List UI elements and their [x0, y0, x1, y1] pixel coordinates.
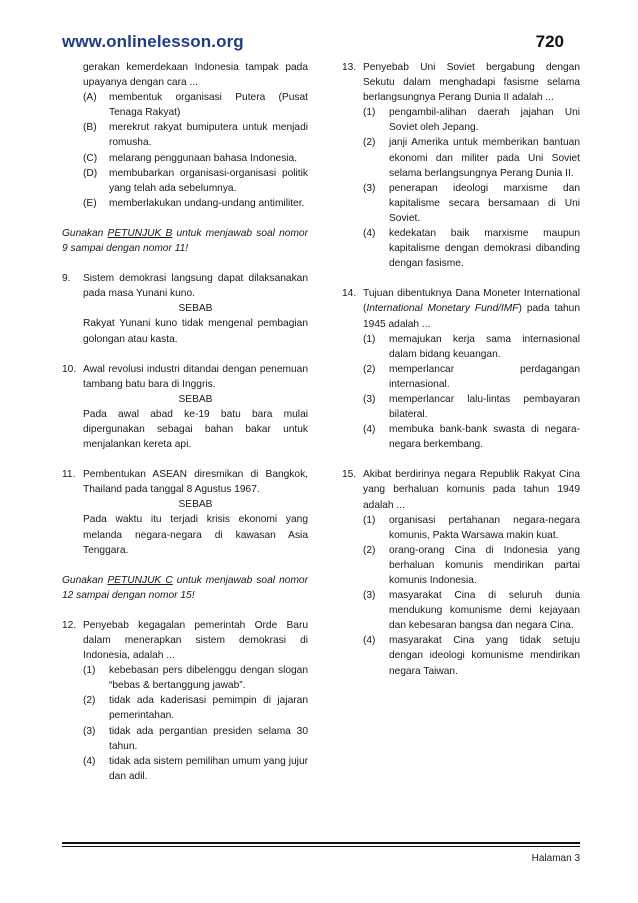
q13-option: [363, 226, 580, 271]
option-label: (3): [363, 590, 376, 602]
question-stem: Penyebab Uni Soviet bergabung dengan Sekutu dalam menghadapi fasisme selama berlangsungnya Perang Dunia II adalah ...: [363, 62, 580, 104]
question-reason: Pada waktu itu terjadi krisis ekonomi yang melanda negara-negara di kawasan Asia Tenggara.: [83, 514, 308, 556]
footer-divider: [62, 842, 580, 844]
q12-option: [83, 693, 308, 723]
question-11: [62, 467, 308, 558]
instruction-keyword: PETUNJUK C: [107, 574, 173, 586]
instruction-text: Gunakan: [62, 227, 108, 239]
option-label: (1): [83, 665, 96, 677]
q8-option: [83, 90, 308, 120]
q14-option: [363, 332, 580, 362]
question-12: [62, 618, 308, 784]
stem-italic: International Monetary Fund/IMF: [366, 303, 519, 315]
option-label: (A): [83, 92, 97, 104]
option-text: memajukan kerja sama internasional dalam bidang keuangan.: [389, 333, 580, 360]
q15-option: [363, 633, 580, 678]
instruction-keyword: PETUNJUK B: [107, 227, 173, 239]
option-text: organisasi pertahanan negara-negara komunis, Pakta Warsawa makin kuat.: [389, 514, 580, 541]
q8-option: [83, 166, 308, 196]
option-text: melarang penggunaan bahasa Indonesia.: [109, 152, 298, 164]
option-text: memperlancar perdagangan internasional.: [389, 363, 580, 390]
option-label: (C): [83, 152, 98, 164]
q8-option: [83, 151, 308, 166]
option-label: (2): [363, 544, 376, 556]
question-statement: Awal revolusi industri ditandai dengan penemuan tambang batu bara di Inggris.: [83, 363, 308, 390]
q12-option: [83, 663, 308, 693]
instruction-text: untuk menjawab soal nomor 9 sampai dengan nomor 11!: [62, 227, 308, 255]
option-label: (2): [363, 137, 376, 149]
exam-page-number: 720: [535, 32, 564, 51]
q8-option: [83, 120, 308, 150]
option-label: (1): [363, 107, 376, 119]
option-label: (E): [83, 197, 97, 209]
sebab-label: SEBAB: [178, 499, 213, 511]
question-15: [342, 467, 580, 678]
question-statement: Pembentukan ASEAN diresmikan di Bangkok, Thailand pada tanggal 8 Agustus 1967.: [83, 469, 308, 496]
option-label: (2): [363, 363, 376, 375]
option-label: (4): [363, 228, 376, 240]
option-text: penerapan ideologi marxisme dan kapitalisme secara bersamaan di Uni Soviet.: [389, 182, 580, 224]
option-text: pengambil-alihan daerah jajahan Uni Soviet oleh Jepang.: [389, 107, 580, 134]
option-label: (B): [83, 122, 97, 134]
sebab-label: SEBAB: [178, 303, 213, 315]
q14-option: [363, 422, 580, 452]
question-number: 15.: [342, 469, 357, 481]
q15-option: [363, 588, 580, 633]
q12-option: [83, 754, 308, 784]
option-text: masyarakat Cina di seluruh dunia mendukung komunisme demi kejayaan dan kebesaran bangsa dan negara Cina.: [389, 590, 580, 632]
q13-option: [363, 105, 580, 135]
option-label: (2): [83, 695, 96, 707]
stem-text: Tujuan dibentuknya Dana Moneter International (: [363, 288, 580, 315]
option-label: (4): [363, 424, 376, 436]
option-text: orang-orang Cina di Indonesia yang berhaluan komunis mendirikan partai komunis Indonesia.: [389, 544, 580, 586]
q13-option: [363, 135, 580, 180]
option-text: tidak ada kaderisasi pemimpin di jajaran pemerintahan.: [109, 695, 308, 722]
question-number: 11.: [62, 469, 76, 481]
option-label: (D): [83, 167, 98, 179]
q15-option: [363, 513, 580, 543]
q12-option: [83, 724, 308, 754]
q8-option: [83, 196, 308, 211]
question-10: [62, 362, 308, 453]
instruction-c: [62, 573, 308, 603]
q15-option: [363, 543, 580, 588]
option-text: kedekatan baik marxisme maupun kapitalisme dengan demokrasi dibanding dengan fasisme.: [389, 228, 580, 270]
question-9: [62, 271, 308, 346]
option-label: (3): [363, 393, 376, 405]
question-number: 14.: [342, 288, 357, 300]
q8-options: [62, 90, 308, 211]
stem-text: ) pada tahun 1945 adalah ...: [363, 303, 580, 330]
footer-page-label: Halaman 3: [531, 853, 580, 864]
question-statement: Sistem demokrasi langsung dapat dilaksanakan pada masa Yunani kuno.: [83, 273, 308, 300]
option-label: (3): [83, 725, 96, 737]
question-reason: Pada awal abad ke-19 batu bara mulai dipergunakan sebagai bahan bakar untuk menjalankan kereta api.: [83, 408, 308, 451]
right-column: [342, 60, 580, 679]
question-stem: Akibat berdirinya negara Republik Rakyat Cina yang berhaluan komunis pada tahun 1949 adalah ...: [363, 469, 580, 511]
instruction-text: untuk menjawab soal nomor 12 sampai dengan nomor 15!: [62, 574, 308, 601]
option-text: janji Amerika untuk memberikan bantuan ekonomi dan militer pada Uni Soviet selama berlangsungnya Perang Dunia II.: [389, 137, 580, 179]
option-label: (4): [363, 635, 376, 647]
option-text: merekrut rakyat bumiputera untuk menjadi romusha.: [109, 122, 308, 149]
q13-option: [363, 181, 580, 226]
option-text: memberlakukan undang-undang antimiliter.: [109, 197, 305, 209]
question-stem: [363, 286, 580, 331]
option-label: (1): [363, 333, 376, 345]
question-13: [342, 60, 580, 271]
q14-option: [363, 392, 580, 422]
option-text: tidak ada sistem pemilihan umum yang jujur dan adil.: [109, 755, 308, 782]
option-text: tidak ada pergantian presiden selama 30 tahun.: [109, 725, 308, 752]
question-number: 9.: [62, 273, 71, 285]
question-number: 12.: [62, 619, 77, 631]
option-text: membentuk organisasi Putera (Pusat Tenaga Rakyat): [109, 92, 308, 119]
option-label: (3): [363, 182, 376, 194]
site-url[interactable]: www.onlinelesson.org: [62, 32, 244, 51]
question-14: [342, 286, 580, 452]
option-label: (4): [83, 755, 96, 767]
option-text: membuka bank-bank swasta di negara-negara berkembang.: [389, 424, 580, 451]
option-text: memperlancar lalu-lintas pembayaran bilateral.: [389, 393, 580, 421]
page-header: [62, 32, 564, 58]
option-text: membubarkan organisasi-organisasi politik yang telah ada sebelumnya.: [109, 167, 308, 194]
question-number: 13.: [342, 62, 357, 73]
q14-option: [363, 362, 580, 392]
q8-continuation: gerakan kemerdekaan Indonesia tampak pada upayanya dengan cara ...: [83, 62, 308, 89]
footer-divider-thin: [62, 846, 580, 847]
option-text: kebebasan pers dibelenggu dengan slogan “bebas & bertanggung jawab”.: [109, 665, 308, 692]
option-label: (1): [363, 514, 376, 526]
question-stem: Penyebab kegagalan pemerintah Orde Baru dalam menerapkan sistem demokrasi di Indonesia, adalah ...: [83, 619, 308, 662]
instruction-b: [62, 226, 308, 256]
question-reason: Rakyat Yunani kuno tidak mengenal pembagian golongan atau kasta.: [83, 318, 308, 345]
question-number: 10.: [62, 363, 77, 375]
instruction-text: Gunakan: [62, 574, 108, 586]
left-column: [62, 60, 308, 784]
option-text: masyarakat Cina yang tidak setuju dengan ideologi komunisme mendirikan negara Taiwan.: [389, 635, 580, 677]
sebab-label: SEBAB: [178, 393, 213, 405]
